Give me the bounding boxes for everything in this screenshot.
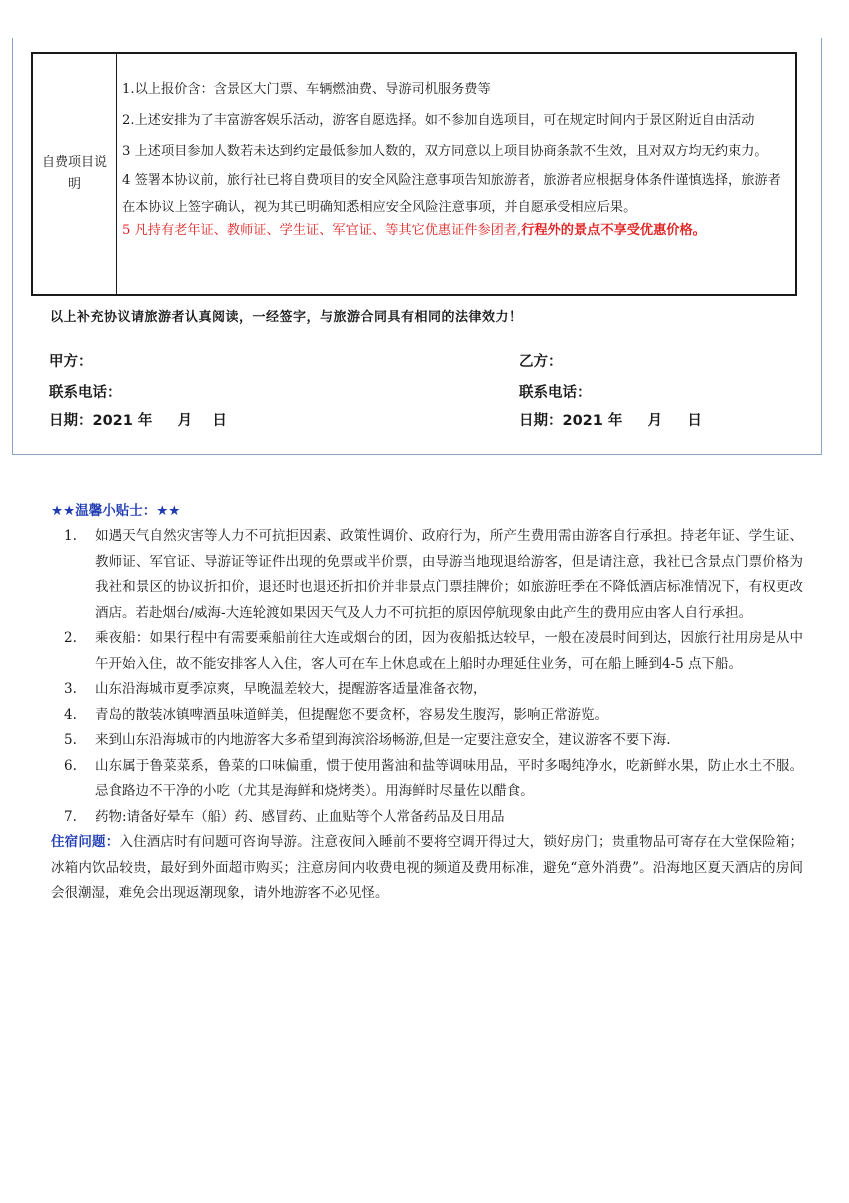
party-a-date-label: 日期：2021 年 月 日: [49, 413, 227, 429]
accommodation-text: 入住酒店时有问题可咨询导游。注意夜间入睡前不要将空调开得过大，锁好房门；贵重物品可寄存在大堂保险箱；冰箱内饮品较贵，最好到外面超市购买；注意房间内收费电视的频道及费用标准，避免“意外消费”。沿海地区夏天酒店的房间会很潮湿，难免会出现返潮现象，请外地游客不必见怪。: [51, 834, 804, 901]
list-item: 2. 乘夜船：如果行程中有需要乘船前往大连或烟台的团，因为夜船抵达较早，一般在凌晨时间到达，因旅行社用房是从中午开始入住，故不能安排客人入住，客人可在车上休息或在上船时办理延住业务，可在船上睡到4-5 点下船。: [64, 630, 803, 672]
tips-list: [51, 524, 803, 830]
accommodation-label: 住宿问题：: [51, 834, 120, 850]
table-item-5: [122, 221, 789, 241]
party-b-phone-label: 联系电话：: [519, 385, 592, 401]
party-a-label: 甲方：: [49, 354, 93, 370]
table-item-4: 4 签署本协议前，旅行社已将自费项目的安全风险注意事项告知旅游者，旅游者应根据身体条件谨慎选择，旅游者在本协议上签字确认，视为其已明确知悉相应安全风险注意事项，并自愿承受相应后果。: [122, 173, 781, 215]
list-item: 7. 药物:请备好晕车（船）药、感冒药、止血贴等个人常备药品及日用品: [64, 808, 505, 825]
table-item-1: 1.以上报价含：含景区大门票、车辆燃油费、导游司机服务费等: [122, 82, 491, 97]
accommodation-note: [51, 830, 803, 907]
table-item-5-emphasis: 行程外的景点不享受优惠价格。: [521, 223, 706, 238]
table-item-3: 3 上述项目参加人数若未达到约定最低参加人数的，双方同意以上项目协商条款不生效，且对双方均无约束力。: [122, 144, 768, 159]
list-item: 3. 山东沿海城市夏季凉爽，早晚温差较大，提醒游客适量准备衣物，: [64, 681, 487, 697]
self-paid-items-table: [31, 52, 797, 296]
table-item-5-text: 5 凡持有老年证、教师证、学生证、军官证、等其它优惠证件参团者,: [122, 223, 522, 238]
list-item: 4. 青岛的散装冰镇啤酒虽味道鲜美，但提醒您不要贪杯，容易发生腹泻，影响正常游览。: [64, 706, 608, 723]
table-item-2: 2.上述安排为了丰富游客娱乐活动，游客自愿选择。如不参加自选项目，可在规定时间内于景区附近自由活动: [122, 113, 755, 128]
tips-title: ★★温馨小贴士：★★: [51, 503, 181, 519]
party-a-phone-label: 联系电话：: [49, 385, 122, 401]
table-content-cell: [117, 54, 795, 294]
list-item: 5. 来到山东沿海城市的内地游客大多希望到海滨浴场畅游,但是一定要注意安全，建议游客不要下海.: [64, 732, 671, 748]
list-item: 1. 如遇天气自然灾害等人力不可抗拒因素、政策性调价、政府行为，所产生费用需由游客自行承担。持老年证、学生证、教师证、军官证、导游证等证件出现的免票或半价票，由导游当地现退给游客，但是请注意，我社已含景点门票价格为我社和景区的协议折扣价，退还时也退还折扣价并非景点门票挂牌价；如旅游旺季在不降低酒店标准情况下，有权更改酒店。若赴烟台/威海-大连轮渡如果因天气及人力不可抗拒的原因停航现象由此产生的费用应由客人自行承担。: [64, 528, 803, 621]
party-b-date-label: 日期：2021 年 月 日: [519, 413, 702, 429]
table-label-cell: 自费项目说明: [33, 54, 117, 294]
list-item: 6. 山东属于鲁菜菜系，鲁菜的口味偏重，惯于使用酱油和盐等调味用品，平时多喝纯净水，吃新鲜水果，防止水土不服。忌食路边不干净的小吃（尤其是海鲜和烧烤类）。用海鲜时尽量佐以醋食。: [64, 757, 803, 799]
legal-notice: 以上补充协议请旅游者认真阅读，一经签字，与旅游合同具有相同的法律效力！: [50, 310, 523, 325]
tips-section: [51, 524, 803, 920]
party-b-label: 乙方：: [519, 354, 563, 370]
